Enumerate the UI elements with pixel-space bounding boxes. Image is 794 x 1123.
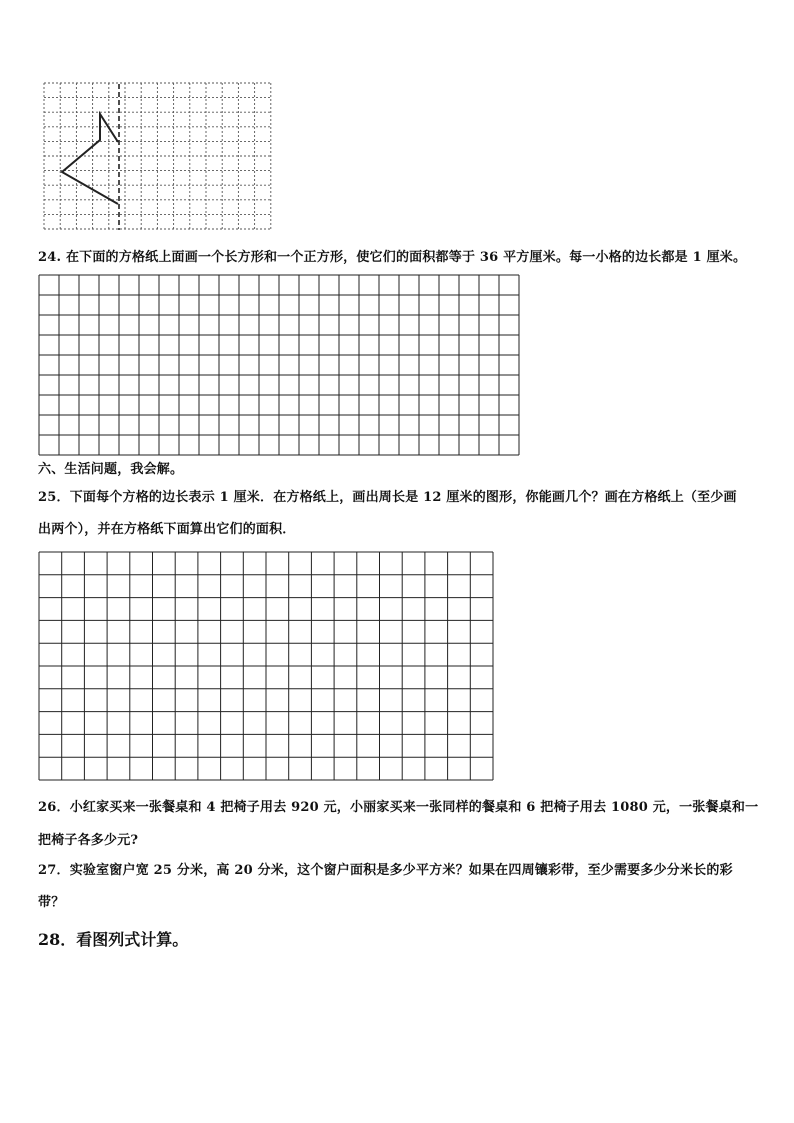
question-27-line2: 带？ — [38, 895, 65, 910]
question-26-line2: 把椅子各多少元? — [38, 833, 139, 848]
section-6-title: 六、生活问题，我会解。 — [38, 462, 184, 477]
dotted-grid-lines — [44, 83, 271, 229]
q24-square-grid — [38, 274, 522, 458]
q25-square-grid — [38, 551, 496, 783]
question-24: 24. 在下面的方格纸上面画一个长方形和一个正方形，使它们的面积都等于 36 平方厘米。每一小格的边长都是 1 厘米。 — [38, 250, 747, 265]
half-figure-shape — [62, 114, 118, 204]
question-25-line1: 25．下面每个方格的边长表示 1 厘米．在方格纸上，画出周长是 12 厘米的图形，你能画几个？画在方格纸上（至少画 — [38, 490, 737, 505]
symmetry-dotted-grid — [40, 80, 274, 234]
question-26-line1: 26．小红家买来一张餐桌和 4 把椅子用去 920 元，小丽家买来一张同样的餐桌和 6 把椅子用去 1080 元，一张餐桌和一 — [38, 800, 759, 815]
question-28-title: 28．看图列式计算。 — [38, 930, 189, 949]
question-27-line1: 27．实验室窗户宽 25 分米，高 20 分米，这个窗户面积是多少平方米？如果在四周镶彩带，至少需要多少分米长的彩 — [38, 863, 733, 878]
question-25-line2: 出两个），并在方格纸下面算出它们的面积． — [38, 522, 296, 537]
